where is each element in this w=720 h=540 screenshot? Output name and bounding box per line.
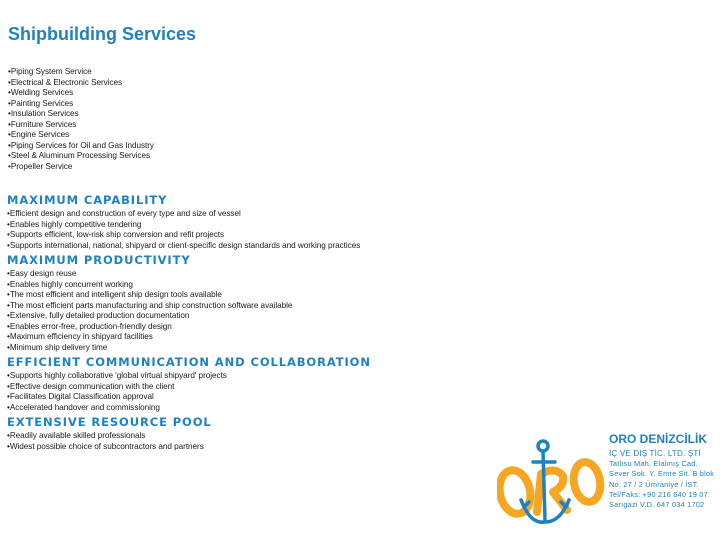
list-item: •The most efficient and intelligent ship design tools available [7,290,222,299]
list-item: •Painting Services [8,98,74,108]
list-item: •Enables highly competitive tendering [7,219,142,229]
section-heading: MAXIMUM PRODUCTIVITY [7,253,191,267]
list-item: •Extensive, fully detailed production documentation [7,311,190,320]
list-item: •Accelerated handover and commissioning [7,402,160,412]
capability-sections [7,193,437,454]
section-list [7,209,437,251]
list-item: •Electrical & Electronic Services [8,77,123,87]
section-list [7,371,437,413]
section-heading: EXTENSIVE RESOURCE POOL [7,415,212,429]
list-item: •Piping System Service [8,67,92,76]
list-item: •Propeller Service [8,161,73,171]
company-address-line: No: 27 / 2 Ümraniye / İST. [609,479,699,489]
company-tax-office: Sarıgazi V.D. 647 034 1702 [609,500,705,510]
services-list-block [8,67,428,172]
company-phone: Tel/Faks: +90 216 640 19 07 [609,489,708,499]
list-item: •Steel & Aluminum Processing Services [8,151,151,160]
list-item: •Maximum efficiency in shipyard facilities [7,332,153,341]
list-item: •Piping Services for Oil and Gas Industry [8,140,154,150]
oro-wordmark [497,460,603,517]
list-item: •Insulation Services [8,109,79,118]
section-extensive-resource-pool [7,415,437,452]
section-list [7,269,437,353]
list-item: •Supports highly collaborative 'global virtual shipyard' projects [7,371,227,380]
company-address-line: Sever Sok. Y. Emre Sit. B blok [609,469,715,479]
list-item: •Supports efficient, low-risk ship conversion and refit projects [7,230,225,239]
list-item: •Easy design reuse [7,269,77,278]
company-subtitle: İÇ VE DIŞ TİC. LTD. ŞTİ [609,449,701,458]
list-item: •Enables highly concurrent working [7,279,133,289]
section-heading: MAXIMUM CAPABILITY [7,193,168,207]
page-title: Shipbuilding Services [8,24,197,44]
company-address-line: Tatlısu Mah. Elalmış Cad. [609,459,698,469]
oro-logo [497,432,607,532]
list-item: •The most efficient parts manufacturing and ship construction software available [7,300,293,310]
company-block [497,432,717,532]
list-item: •Engine Services [8,130,70,139]
section-efficient-communication [7,355,437,413]
list-item: •Furniture Services [8,119,77,129]
company-name: ORO DENİZCİLİK [609,432,707,446]
list-item: •Minimum ship delivery time [7,342,108,352]
list-item: •Effective design communication with the client [7,381,175,391]
section-maximum-productivity [7,253,437,353]
list-item: •Enables error-free, production-friendly design [7,321,172,331]
services-list [8,67,428,172]
list-item: •Efficient design and construction of every type and size of vessel [7,209,241,218]
section-list [7,431,437,452]
company-info [609,432,717,510]
list-item: •Readily available skilled professionals [7,431,146,440]
list-item: •Facilitates Digital Classification approval [7,392,154,401]
list-item: •Welding Services [8,88,74,97]
list-item: •Widest possible choice of subcontractors and partners [7,441,204,451]
section-maximum-capability [7,193,437,251]
section-heading: EFFICIENT COMMUNICATION AND COLLABORATION [7,355,371,369]
list-item: •Supports international, national, shipyard or client-specific design standards and working practices [7,240,361,250]
